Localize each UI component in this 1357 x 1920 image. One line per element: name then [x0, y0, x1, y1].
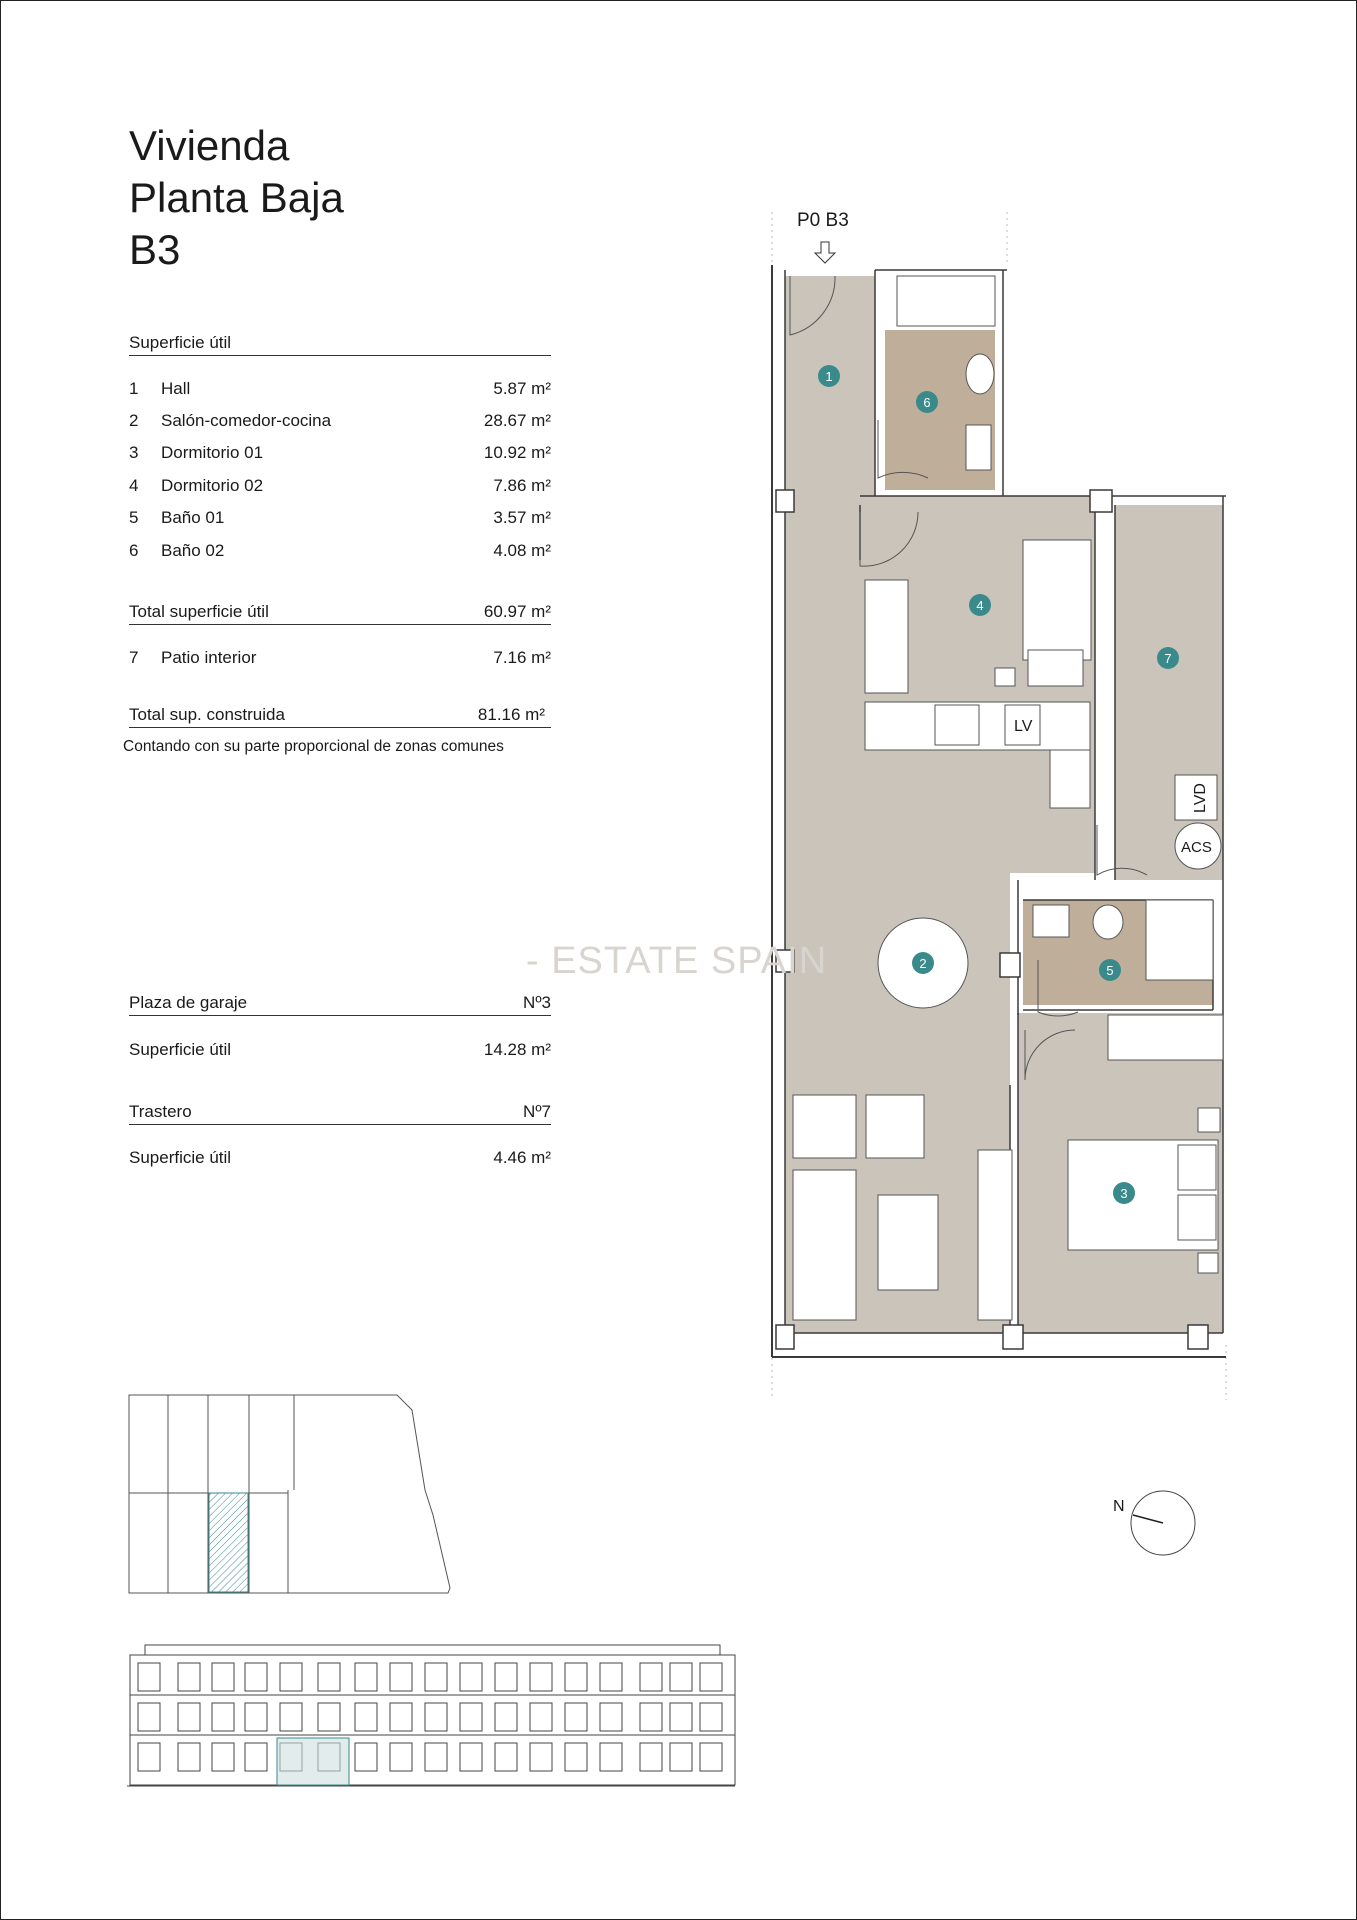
- elevation-window: [460, 1703, 482, 1731]
- elevation-window: [460, 1663, 482, 1691]
- elevation-window: [280, 1663, 302, 1691]
- room-row: 5 Baño 01 3.57 m²: [129, 508, 551, 527]
- elevation-window: [530, 1663, 552, 1691]
- elevation-window: [495, 1743, 517, 1771]
- dishwasher-label: LVD: [1192, 783, 1209, 813]
- elevation-window: [390, 1743, 412, 1771]
- elevation-window: [318, 1703, 340, 1731]
- room-marker-3-label: 3: [1120, 1186, 1128, 1201]
- room-row: 2 Salón-comedor-cocina 28.67 m²: [129, 411, 551, 430]
- elevation-window: [530, 1743, 552, 1771]
- elevation-window: [565, 1743, 587, 1771]
- room-marker-7-label: 7: [1164, 651, 1172, 666]
- garage-heading: Plaza de garaje Nº3: [129, 993, 551, 1016]
- elevation-window: [212, 1703, 234, 1731]
- elevation-window: [280, 1703, 302, 1731]
- unit-label: P0 B3: [797, 210, 849, 231]
- elevation-window: [318, 1663, 340, 1691]
- elevation-window: [138, 1743, 160, 1771]
- elevation-window: [425, 1743, 447, 1771]
- laundry-label: LV: [1014, 718, 1033, 735]
- elevation-window: [530, 1703, 552, 1731]
- room-marker-2-label: 2: [919, 956, 927, 971]
- elevation-window: [700, 1743, 722, 1771]
- site-plan: [129, 1395, 450, 1593]
- elevation-window: [355, 1743, 377, 1771]
- elevation-window: [600, 1743, 622, 1771]
- elevation-window: [178, 1743, 200, 1771]
- elevation-window: [600, 1703, 622, 1731]
- elevation-window: [390, 1703, 412, 1731]
- room-marker-1-label: 1: [825, 369, 833, 384]
- elevation-window: [178, 1703, 200, 1731]
- elevation-window: [245, 1743, 267, 1771]
- elevation-window: [600, 1663, 622, 1691]
- watermark: - ESTATE SPAIN: [526, 940, 828, 982]
- elevation-window: [178, 1663, 200, 1691]
- elevation-window: [495, 1663, 517, 1691]
- title-line-3: B3: [129, 226, 181, 273]
- entrance-arrow: [815, 242, 835, 263]
- elevation-window: [700, 1663, 722, 1691]
- elevation-window: [495, 1703, 517, 1731]
- elevation-window: [460, 1743, 482, 1771]
- elevation-window: [138, 1703, 160, 1731]
- total-built-row: Total sup. construida 81.16 m²: [129, 705, 551, 728]
- elevation-window: [425, 1703, 447, 1731]
- total-useful-row: Total superficie útil 60.97 m²: [129, 602, 551, 625]
- north-arrow-line: [1133, 1515, 1163, 1523]
- room-marker-6-label: 6: [923, 395, 931, 410]
- title-line-2: Planta Baja: [129, 174, 344, 221]
- room-row: 1 Hall 5.87 m²: [129, 379, 551, 398]
- storage-surface-row: Superficie útil 4.46 m²: [129, 1148, 551, 1167]
- room-row: 3 Dormitorio 01 10.92 m²: [129, 443, 551, 462]
- site-plan-highlight: [209, 1493, 248, 1592]
- elevation-window: [245, 1663, 267, 1691]
- patio-row: 7 Patio interior 7.16 m²: [129, 648, 551, 667]
- boiler-label: ACS: [1181, 839, 1212, 856]
- room-row: 6 Baño 02 4.08 m²: [129, 541, 551, 560]
- elevation-window: [355, 1663, 377, 1691]
- storage-heading: Trastero Nº7: [129, 1102, 551, 1125]
- surface-heading: Superficie útil: [129, 333, 551, 356]
- elevation-window: [700, 1703, 722, 1731]
- elevation-window: [640, 1663, 662, 1691]
- elevation-window: [212, 1743, 234, 1771]
- garage-surface-row: Superficie útil 14.28 m²: [129, 1040, 551, 1059]
- north-label: N: [1113, 1498, 1125, 1515]
- elevation-window: [212, 1663, 234, 1691]
- elevation-window: [390, 1663, 412, 1691]
- elevation-window: [565, 1703, 587, 1731]
- elevation-window: [138, 1663, 160, 1691]
- title-line-1: Vivienda: [129, 122, 290, 169]
- room-marker-4-label: 4: [976, 598, 984, 613]
- elevation-window: [670, 1743, 692, 1771]
- elevation-window: [670, 1663, 692, 1691]
- elevation-window: [565, 1663, 587, 1691]
- elevation-window: [670, 1703, 692, 1731]
- common-areas-note: Contando con su parte proporcional de zonas comunes: [123, 738, 504, 755]
- elevation-windows: [138, 1663, 722, 1771]
- elevation-window: [245, 1703, 267, 1731]
- elevation-window: [355, 1703, 377, 1731]
- room-row: 4 Dormitorio 02 7.86 m²: [129, 476, 551, 495]
- elevation-window: [640, 1703, 662, 1731]
- elevation-window: [425, 1663, 447, 1691]
- room-marker-5-label: 5: [1106, 963, 1114, 978]
- elevation-highlight: [277, 1738, 349, 1785]
- elevation-window: [640, 1743, 662, 1771]
